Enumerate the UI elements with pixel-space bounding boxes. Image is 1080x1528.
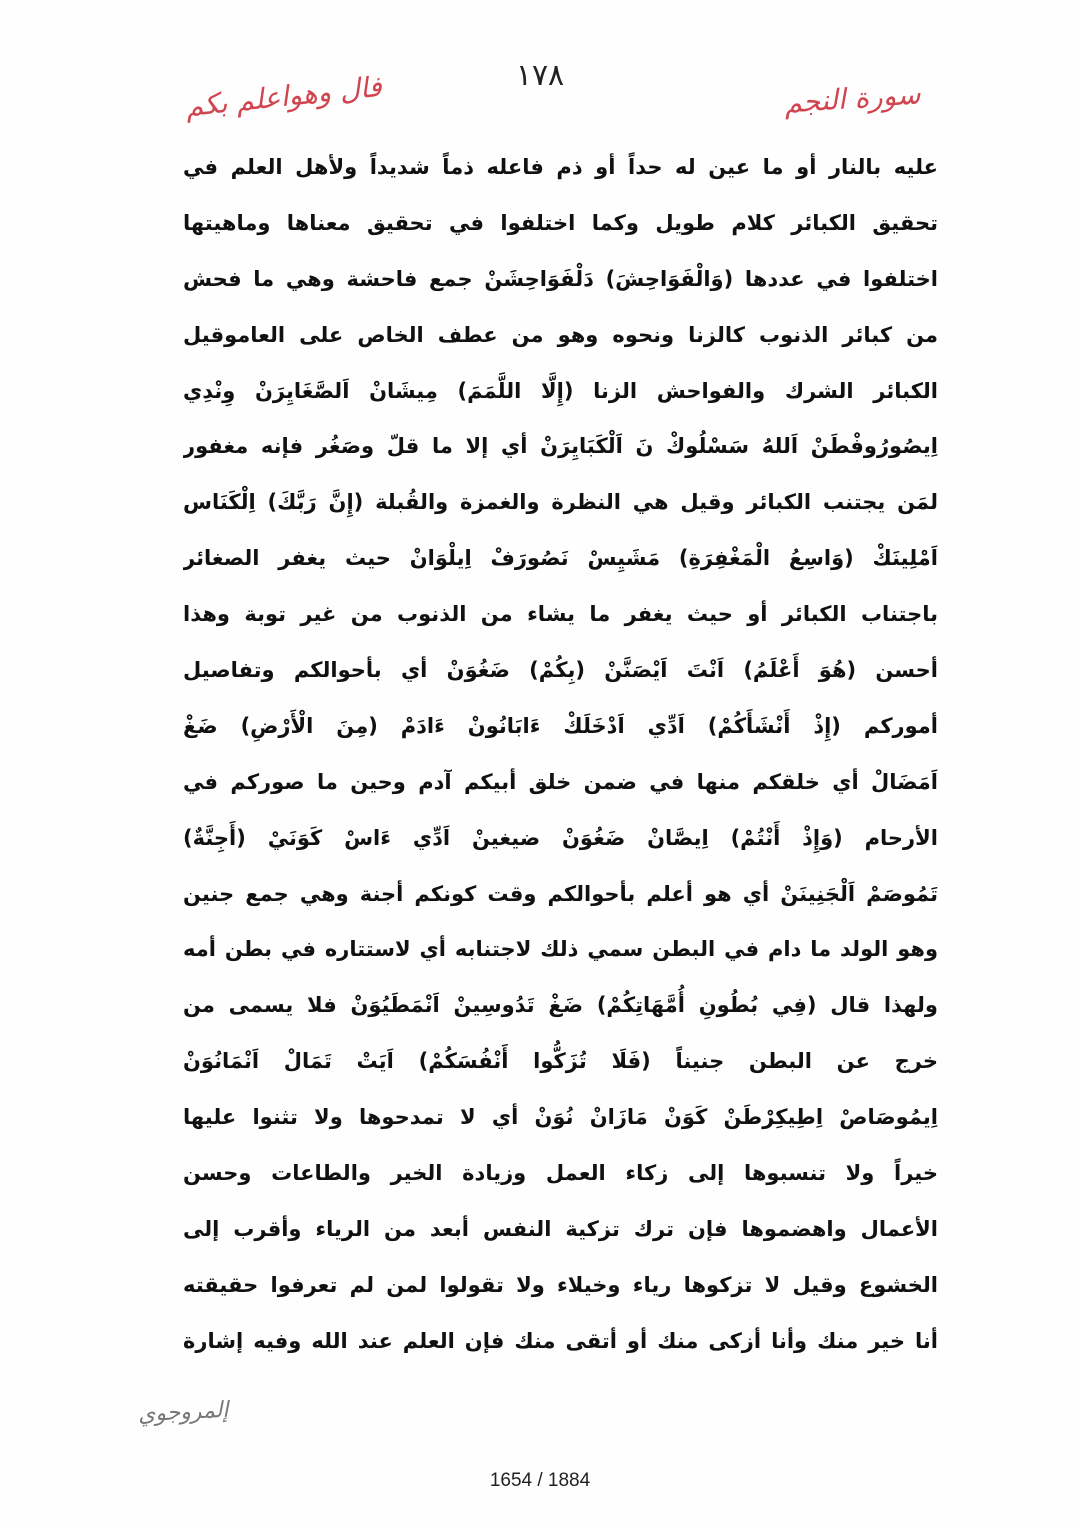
handwritten-note-verse: فال وهواعلم بكم bbox=[183, 69, 384, 124]
text-line: أحسن (هُوَ أَعْلَمُ) اَنْتَ اَيْصَنَّنْ (بِكُمْ) ضَغُوَنْ أي بأحوالكم وتفاصيل bbox=[183, 658, 938, 683]
text-line: من كبائر الذنوب كالزنا ونحوه وهو من عطف الخاص على العاموقيل bbox=[183, 322, 938, 347]
handwritten-signature: إلمروجوي bbox=[137, 1397, 230, 1428]
text-line: خيراً ولا تنسبوها إلى زكاء العمل وزيادة الخير والطاعات وحسن bbox=[183, 1161, 938, 1186]
text-line: عليه بالنار أو ما عين له حداً أو ذم فاعله ذماً شديداً ولأهل العلم في bbox=[183, 155, 938, 179]
text-line: أنا خير منك وأنا أزكى منك أو أتقى منك فإن العلم عند الله وفيه إشارة bbox=[183, 1328, 938, 1353]
text-line: اِيمُوصَاصْ اِطِيكِرْطَنْ كَوَنْ مَازَانْ نُوَنْ أي لا تمدحوها ولا تثنوا عليها bbox=[183, 1105, 938, 1130]
text-line: اَمَضَالْ أي خلقكم منها في ضمن خلق أبيكم آدم وحين ما صوركم في bbox=[183, 769, 938, 794]
text-line: الخشوع وقيل لا تزكوها رياء وخيلاء ولا تقولوا لمن لم تعرفوا حقيقته bbox=[183, 1272, 938, 1297]
text-line: اَمْلِينَكْ (وَاسِعُ الْمَغْفِرَةِ) مَشَيِسْ نَصُورَفْ اِيلْوَانْ حيث يغفر الصغائر bbox=[183, 546, 938, 571]
text-line: اختلفوا في عددها (وَالْفَوَاحِشَ) دَلْفَوَاحِشَنْ جمع فاحشة وهي ما فحش bbox=[183, 266, 938, 291]
text-line: الأعمال واهضموها فإن ترك تزكية النفس أبعد من الرياء وأقرب إلى bbox=[183, 1216, 938, 1241]
text-line: الكبائر الشرك والفواحش الزنا (إِلَّا اللَّمَمَ) مِيشَانْ اَلصَّغَايِرَنْ وِنْدِي bbox=[183, 378, 938, 403]
text-line: أموركم (إِذْ أَنْشَأَكُمْ) اَدِّي اَدْخَلَكْ ءَابَانُونْ ءَادَمْ (مِنَ الْأَرْضِ) ضَغْ bbox=[183, 713, 938, 738]
text-line: ولهذا قال (فِي بُطُونِ أُمَّهَاتِكُمْ) ضَغْ تَدُوسِينْ اَنْمَطَيُوَنْ فلا يسمى من bbox=[183, 993, 938, 1018]
text-line: الأرحام (وَإِذْ أَنْتُمْ) اِيصَّانْ ضَغُوَنْ ضيغينْ اَدِّي ءَاسْ كَوَنَيْ (أَجِنَّةٌ) bbox=[183, 825, 938, 850]
text-line: تَمُوصَمْ اَلْجَنِينَنْ أي هو أعلم بأحوالكم وقت كونكم أجنة وهي جمع جنين bbox=[183, 881, 938, 906]
page-number: ١٧٨ bbox=[515, 58, 565, 93]
text-line: اِيصُورُوفْطَنْ اَللهُ سَسْلُوكْ نَ اَلْكَبَايِرَنْ أي إلا ما قلّ وصَغُر فإنه مغفور bbox=[183, 434, 938, 459]
text-line: لمَن يجتنب الكبائر وقيل هي النظرة والغمزة والقُبلة (إِنَّ رَبَّكَ) اِلْكَنَاس bbox=[183, 490, 938, 515]
body-text bbox=[183, 140, 938, 1370]
text-line: تحقيق الكبائر كلام طويل وكما اختلفوا في تحقيق معناها وماهيتها bbox=[183, 210, 938, 235]
handwritten-note-surah-name: سورة النجم bbox=[782, 77, 921, 120]
page-counter: 1654 / 1884 bbox=[489, 1470, 591, 1491]
text-line: وهو الولد ما دام في البطن سمي ذلك لاجتنابه أي لاستتاره في بطن أمه bbox=[183, 937, 938, 962]
text-line: باجتناب الكبائر أو حيث يغفر ما يشاء من الذنوب من غير توبة وهذا bbox=[183, 602, 938, 627]
text-line: خرج عن البطن جنيناً (فَلَا تُزَكُّوا أَنْفُسَكُمْ) اَيَتْ تَمَالْ اَنْمَانُوَنْ bbox=[183, 1049, 938, 1074]
